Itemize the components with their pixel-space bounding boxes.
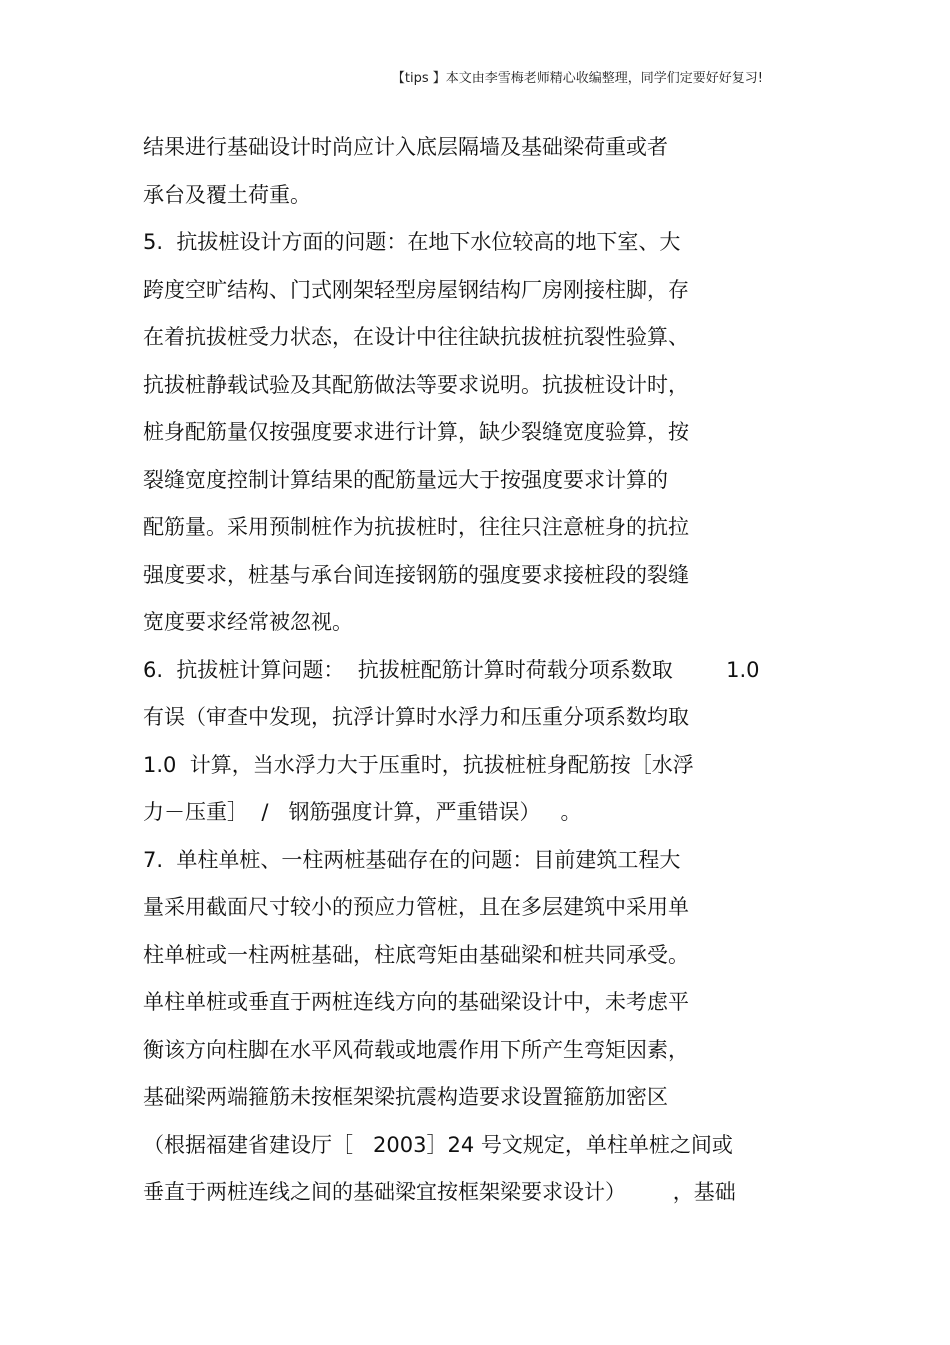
text-line: 在着抗拔桩受力状态，在设计中往往缺抗拔桩抗裂性验算、: [143, 325, 689, 349]
text-line: 基础梁两端箍筋未按框架梁抗震构造要求设置箍筋加密区: [143, 1085, 668, 1109]
text-line: 7. 单柱单桩、一柱两桩基础存在的问题：目前建筑工程大: [143, 847, 681, 872]
text-line: 单柱单桩或垂直于两桩连线方向的基础梁设计中，未考虑平: [143, 990, 689, 1014]
header-note: 【tips 】本文由李雪梅老师精心收编整理，同学们定要好好复习!: [391, 71, 763, 86]
text-line: 有误（审查中发现，抗浮计算时水浮力和压重分项系数均取: [143, 705, 689, 729]
text-line: 配筋量。采用预制桩作为抗拔桩时，往往只注意桩身的抗拉: [143, 515, 689, 539]
text-line: 6. 抗拔桩计算问题： 抗拔桩配筋计算时荷载分项系数取 1.0: [143, 657, 760, 682]
text-line: 柱单桩或一柱两桩基础，柱底弯矩由基础梁和桩共同承受。: [143, 942, 689, 967]
text-line: 裂缝宽度控制计算结果的配筋量远大于按强度要求计算的: [143, 467, 668, 492]
text-line: 力－压重］ / 钢筋强度计算，严重错误） 。: [143, 800, 582, 824]
text-line: 量采用截面尺寸较小的预应力管桩，且在多层建筑中采用单: [143, 895, 689, 919]
text-line: 强度要求，桩基与承台间连接钢筋的强度要求接桩段的裂缝: [143, 562, 689, 587]
text-line: 跨度空旷结构、门式刚架轻型房屋钢结构厂房刚接柱脚，存: [143, 277, 689, 302]
text-line: 1.0 计算，当水浮力大于压重时，抗拔桩桩身配筋按［水浮: [143, 752, 694, 777]
body-text: [143, 124, 833, 1217]
text-line: 桩身配筋量仅按强度要求进行计算，缺少裂缝宽度验算，按: [143, 420, 689, 444]
text-line: （根据福建省建设厅［ 2003］24 号文规定，单柱单桩之间或: [143, 1132, 733, 1157]
text-line: 抗拔桩静载试验及其配筋做法等要求说明。抗拔桩设计时，: [143, 372, 689, 397]
text-line: 衡该方向柱脚在水平风荷载或地震作用下所产生弯矩因素，: [143, 1037, 689, 1062]
text-line: 垂直于两桩连线之间的基础梁宜按框架梁要求设计） ，基础: [143, 1180, 736, 1204]
text-line: 结果进行基础设计时尚应计入底层隔墙及基础梁荷重或者: [143, 135, 668, 159]
text-line: 5. 抗拔桩设计方面的问题：在地下水位较高的地下室、大: [143, 230, 681, 254]
text-line: 宽度要求经常被忽视。: [143, 610, 353, 634]
text-line: 承台及覆土荷重。: [143, 182, 311, 207]
